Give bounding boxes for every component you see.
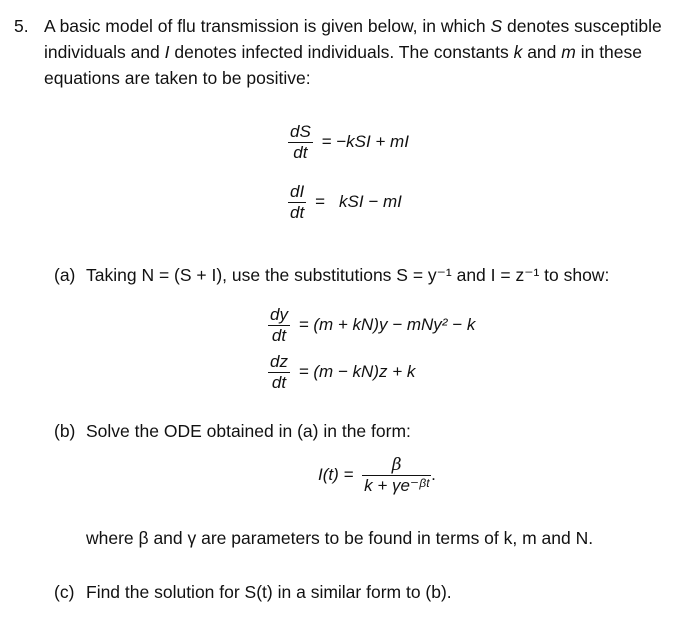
equation-dz-dt	[268, 352, 415, 393]
equation-rhs: = (m + kN)y − mNy² − k	[298, 314, 476, 334]
equation-rhs: = −kSI + mI	[321, 131, 409, 151]
fraction-numerator: dS	[290, 122, 311, 141]
intro-text: denotes infected individuals. The constants	[169, 42, 514, 62]
fraction-numerator: dz	[270, 352, 288, 371]
part-a-label: (a)	[54, 265, 76, 285]
fraction-denominator: dt	[290, 203, 305, 222]
fraction-dz-dt	[268, 352, 290, 393]
equation-di-dt	[288, 182, 402, 223]
part-c-text: Find the solution for S(t) in a similar form to (b).	[86, 582, 452, 602]
intro-text: individuals and	[44, 42, 165, 62]
fraction-numerator: β	[391, 455, 402, 475]
intro-var-k: k	[513, 42, 523, 62]
intro-text: and	[522, 42, 562, 62]
intro-text: in these	[575, 42, 642, 62]
fraction-denominator: dt	[288, 142, 313, 163]
fraction-numerator: dy	[270, 305, 288, 324]
fraction-denominator: k + γe⁻ᵝᵗ	[364, 476, 430, 495]
fraction-i-of-t	[362, 455, 431, 496]
equation-ds-dt	[288, 122, 409, 163]
problem-number: 5.	[14, 16, 29, 36]
intro-text: denotes susceptible	[502, 16, 662, 36]
part-b-text: Solve the ODE obtained in (a) in the form:	[86, 421, 411, 441]
fraction-di-dt	[288, 182, 306, 223]
intro-var-m: m	[561, 42, 576, 62]
equation-i-of-t	[318, 455, 436, 496]
part-c-label: (c)	[54, 582, 75, 602]
fraction-dy-dt	[268, 305, 290, 346]
intro-line-2	[44, 40, 642, 64]
equation-rhs: = (m − kN)z + k	[298, 361, 416, 381]
part-a-text: Taking N = (S + I), use the substitutions S = y⁻¹ and I = z⁻¹ to show:	[86, 265, 610, 285]
intro-line-3: equations are taken to be positive:	[44, 68, 311, 88]
intro-var-i: I	[164, 42, 170, 62]
equation-period: .	[431, 464, 436, 484]
equation-dy-dt	[268, 305, 475, 346]
intro-line-1	[44, 14, 662, 38]
equation-rhs: = kSI − mI	[314, 191, 402, 211]
intro-var-s: S	[490, 16, 503, 36]
part-b-label: (b)	[54, 421, 76, 441]
fraction-denominator: dt	[268, 325, 290, 346]
fraction-denominator: dt	[268, 372, 290, 393]
fraction-ds-dt	[288, 122, 313, 163]
equation-lhs: I(t) =	[318, 464, 354, 484]
intro-text: A basic model of flu transmission is given below, in which	[44, 16, 491, 36]
fraction-numerator: dI	[290, 182, 305, 201]
part-b-note: where β and γ are parameters to be found in terms of k, m and N.	[86, 528, 594, 548]
